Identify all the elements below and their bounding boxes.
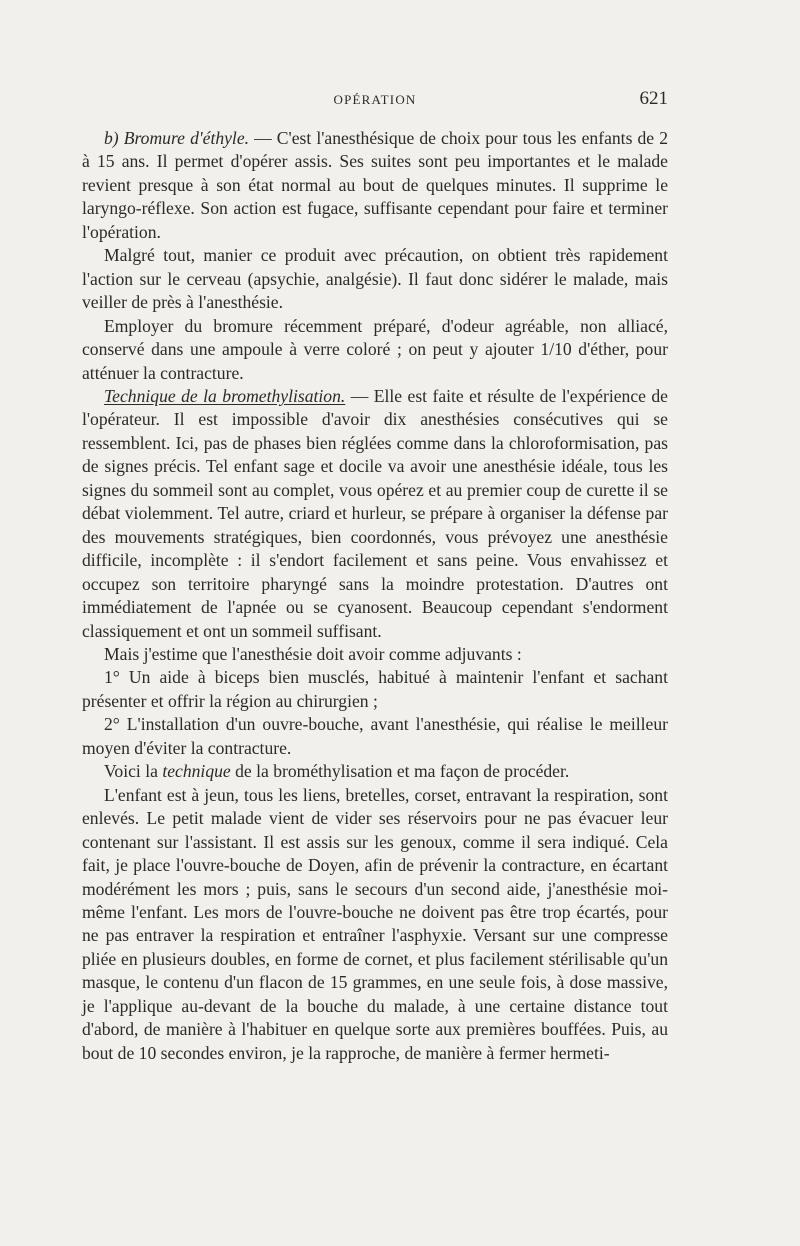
paragraph: L'enfant est à jeun, tous les liens, bretelles, corset, entravant la respiration, sont enlevés. Le petit malade vient de vider ses réservoirs pour ne pas évacuer leur contenant sur l'assistant. Il est assis sur les genoux, comme il sera indiqué. Cela fait, je place l'ouvre-bouche de Doyen, afin de prévenir la contracture, en écartant modérément les mors ; puis, sans le secours d'un second aide, j'anesthésie moi-même l'enfant. Les mors de l'ouvre-bouche ne doivent pas être trop écartés, pour ne pas entraver la respiration et entraîner l'asphyxie. Versant sur une compresse pliée en plusieurs doubles, en forme de cornet, et plus facilement stérilisable qu'un masque, le contenu d'un flacon de 15 grammes, en une seule fois, à dose massive, je l'applique au-devant de la bouche du malade, à une certaine distance tout d'abord, de manière à l'habituer en quelque sorte aux premières bouffées. Puis, au bout de 10 secondes environ, je la rapproche, de manière à fermer hermeti- <box>82 784 668 1063</box>
page-number: 621 <box>639 88 668 109</box>
italic-word: technique <box>162 761 231 782</box>
paragraph-heading-technique: Technique de la bromethylisation. <box>104 385 346 406</box>
paragraph-text: — C'est l'anesthésique de choix pour tous les enfants de 2 à 15 ans. Il permet d'opérer assis. Ses suites sont peu importantes et le malade revient presque à son état normal au bout de quelques minutes. Il supprime le laryngo-réflexe. Son action est fugace, suffisante cependant pour faire et terminer l'opération. <box>82 128 668 242</box>
running-title: OPÉRATION <box>333 92 417 107</box>
list-item-1: 1° Un aide à biceps bien musclés, habitué à maintenir l'enfant et sachant présenter et offrir la région au chirurgien ; <box>82 667 668 711</box>
paragraph-heading-bromure: b) Bromure d'éthyle. <box>104 128 250 148</box>
paragraph: Employer du bromure récemment préparé, d'odeur agréable, non alliacé, conservé dans une ampoule à verre coloré ; on peut y ajouter 1/10 d'éther, pour atténuer la contracture. <box>82 315 668 383</box>
paragraph-bromure <box>82 127 668 244</box>
paragraph: Mais j'estime que l'anesthésie doit avoir comme adjuvants : <box>104 643 522 664</box>
paragraph-technique <box>82 385 668 643</box>
paragraph-text: Voici la <box>104 761 163 782</box>
body-text <box>82 127 668 1065</box>
paragraph-procedure <box>82 760 668 783</box>
running-head <box>82 88 668 112</box>
paragraph-text: — Elle est faite et résulte de l'expérience de l'opérateur. Il est impossible d'avoir dix anesthésies consécutives qui se ressemblent. Ici, pas de phases bien réglées comme dans la chloroformisation, pas de signes précis. Tel enfant sage et docile va avoir une anesthésie idéale, tous les signes du sommeil sont au complet, vous opérez et au premier coup de curette il se débat violemment. Tel autre, criard et hurleur, se prépare à organiser la défense par des mouvements stratégiques, bien coordonnés, vous prévoyez une anesthésie difficile, incomplète : il s'endort facilement et sans peine. Vous envahissez et occupez son territoire pharyngé sans la moindre protestation. D'autres ont immédiatement de l'apnée ou se cyanosent. Beaucoup cependant s'endorment classiquement et ont un sommeil suffisant. <box>82 385 668 641</box>
paragraph-text: de la brométhylisation et ma façon de procéder. <box>230 761 570 782</box>
paragraph: Malgré tout, manier ce produit avec précaution, on obtient très rapidement l'action sur le cerveau (apsychie, analgésie). Il faut donc sidérer le malade, mais veiller de près à l'anesthésie. <box>82 245 668 313</box>
list-item-2: 2° L'installation d'un ouvre-bouche, avant l'anesthésie, qui réalise le meilleur moyen d'éviter la contracture. <box>82 714 668 758</box>
